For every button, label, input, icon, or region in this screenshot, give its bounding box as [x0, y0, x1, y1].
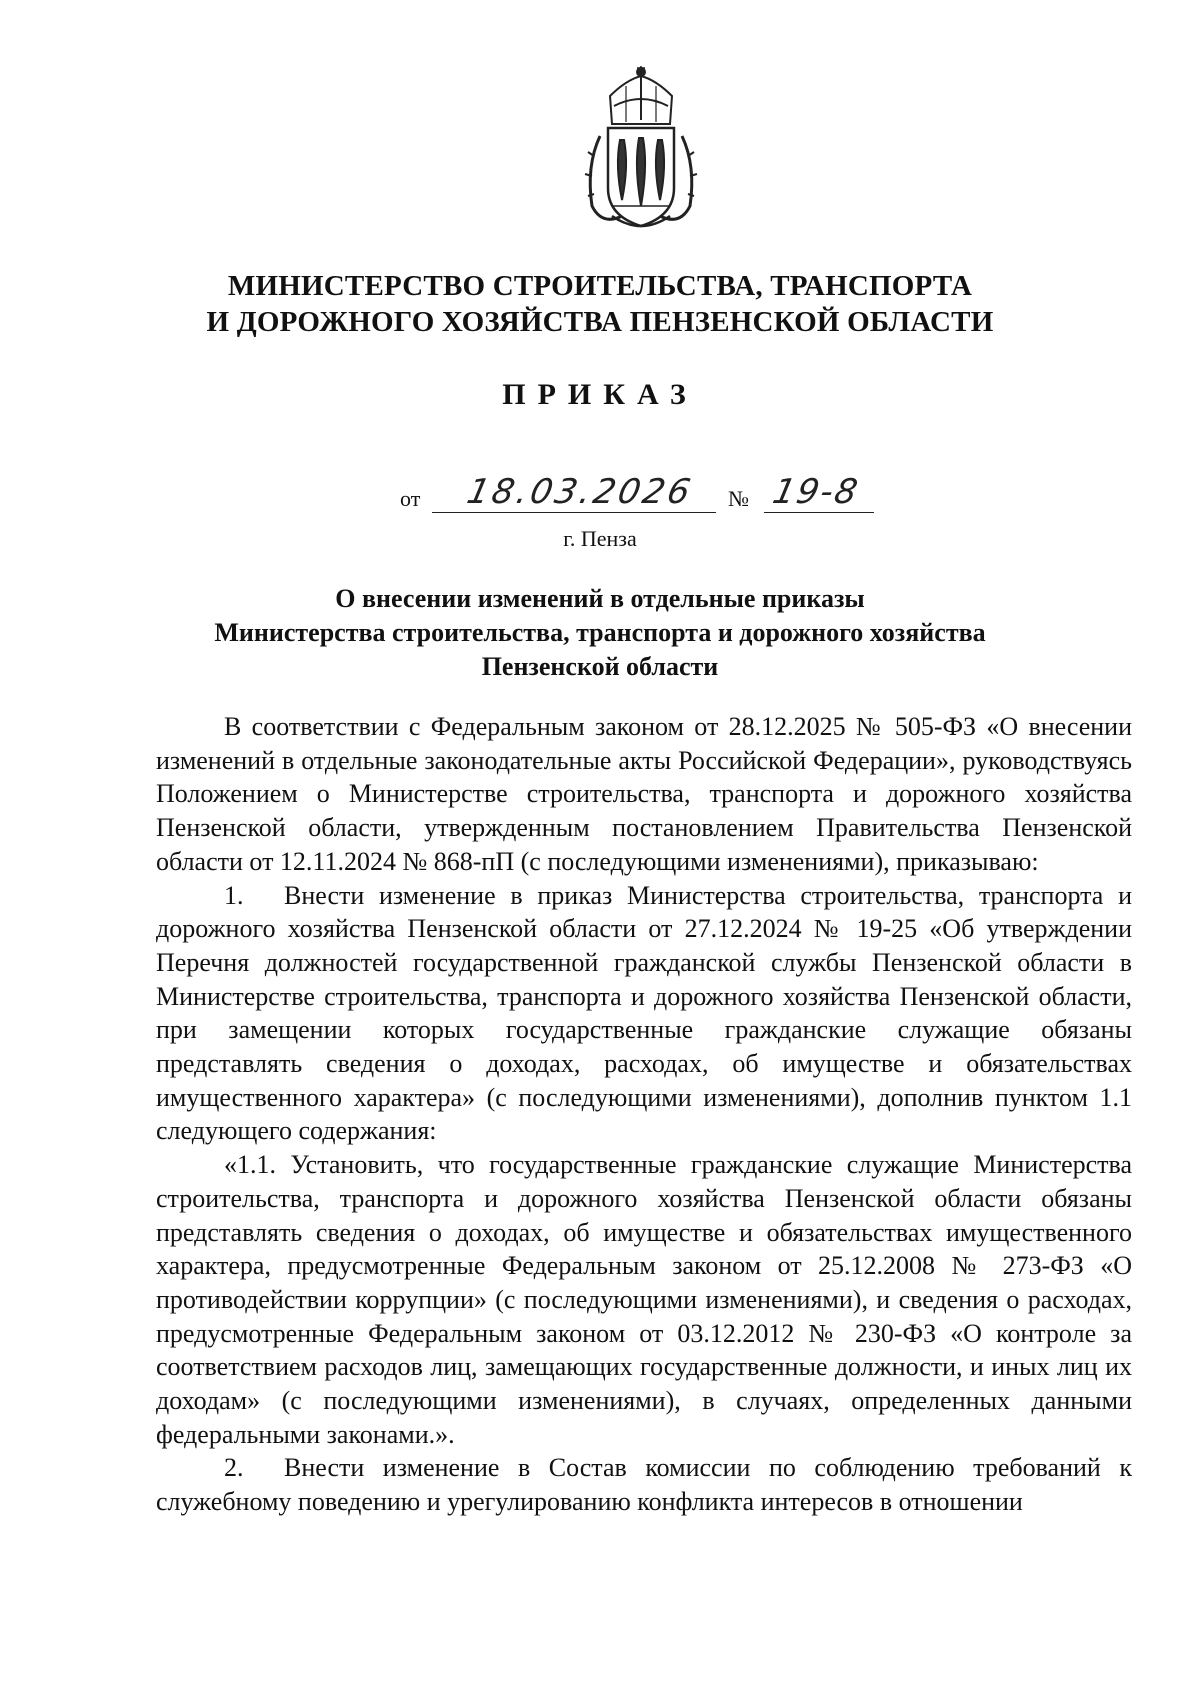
order-body: [156, 710, 1132, 1519]
ministry-name-line1: МИНИСТЕРСТВО СТРОИТЕЛЬСТВА, ТРАНСПОРТА: [227, 270, 973, 302]
date-number-line: [400, 472, 880, 520]
coat-of-arms-emblem: [582, 66, 700, 234]
handwritten-number: 19-8: [769, 472, 863, 512]
date-underline: [432, 512, 716, 513]
item-1-paragraph: [156, 879, 1132, 1149]
handwritten-date: 18.03.2026: [463, 472, 697, 512]
order-title-line1: О внесении изменений в отдельные приказы: [335, 584, 865, 613]
item-1-1-paragraph: «1.1. Установить, что государственные гражданские служащие Министерства строительства, транспорта и дорожного хозяйства Пензенской области обязаны представлять сведения о доходах, об имуществе и обязательствах имущественного характера, предусмотренные Федеральным законом от 25.12.2008 № 273-ФЗ «О противодействии коррупции» (с последующими изменениями), и сведения о расходах, предусмотренные Федеральным законом от 03.12.2012 № 230-ФЗ «О контроле за соответствием расходов лиц, замещающих государственные должности, и иных лиц их доходам» (с последующими изменениями), в случаях, определенных данными федеральными законами.».: [156, 1150, 1132, 1449]
item-1-number: 1.: [224, 880, 244, 910]
item-1-text: Внести изменение в приказ Министерства строительства, транспорта и дорожного хозяйства Пензенской области от 27.12.2024 № 19-25 «Об утверждении Перечня должностей государственной гражданской службы Пензенской области в Министерстве строительства, транспорта и дорожного хозяйства Пензенской области, при замещении которых государственные гражданские служащие обязаны представлять сведения о доходах, расходах, об имуществе и обязательствах имущественного характера» (с последующими изменениями), дополнив пунктом 1.1 следующего содержания:: [156, 880, 1132, 1146]
number-underline: [764, 512, 874, 513]
order-title: [150, 582, 1050, 684]
ministry-name: [150, 268, 1050, 340]
ministry-name-line2: И ДОРОЖНОГО ХОЗЯЙСТВА ПЕНЗЕНСКОЙ ОБЛАСТИ: [206, 306, 994, 338]
order-title-line3: Пензенской области: [481, 652, 719, 681]
document-type: ПРИКАЗ: [502, 378, 698, 411]
item-2-paragraph: [156, 1451, 1132, 1518]
item-2-number: 2.: [224, 1453, 244, 1483]
intro-paragraph: В соответствии с Федеральным законом от 28.12.2025 № 505-ФЗ «О внесении изменений в отдельные законодательные акты Российской Федерации», руководствуясь Положением о Министерстве строительства, транспорта и дорожного хозяйства Пензенской области, утвержденным постановлением Правительства Пензенской области от 12.11.2024 № 868-пП (с последующими изменениями), приказываю:: [156, 712, 1132, 876]
order-title-line2: Министерства строительства, транспорта и дорожного хозяйства: [214, 618, 986, 647]
item-2-text: Внести изменение в Состав комиссии по соблюдению требований к служебному поведению и урегулированию конфликта интересов в отношении: [156, 1453, 1132, 1517]
number-label: №: [728, 486, 749, 511]
city-name: г. Пенза: [563, 526, 637, 551]
date-label: от: [400, 486, 421, 511]
